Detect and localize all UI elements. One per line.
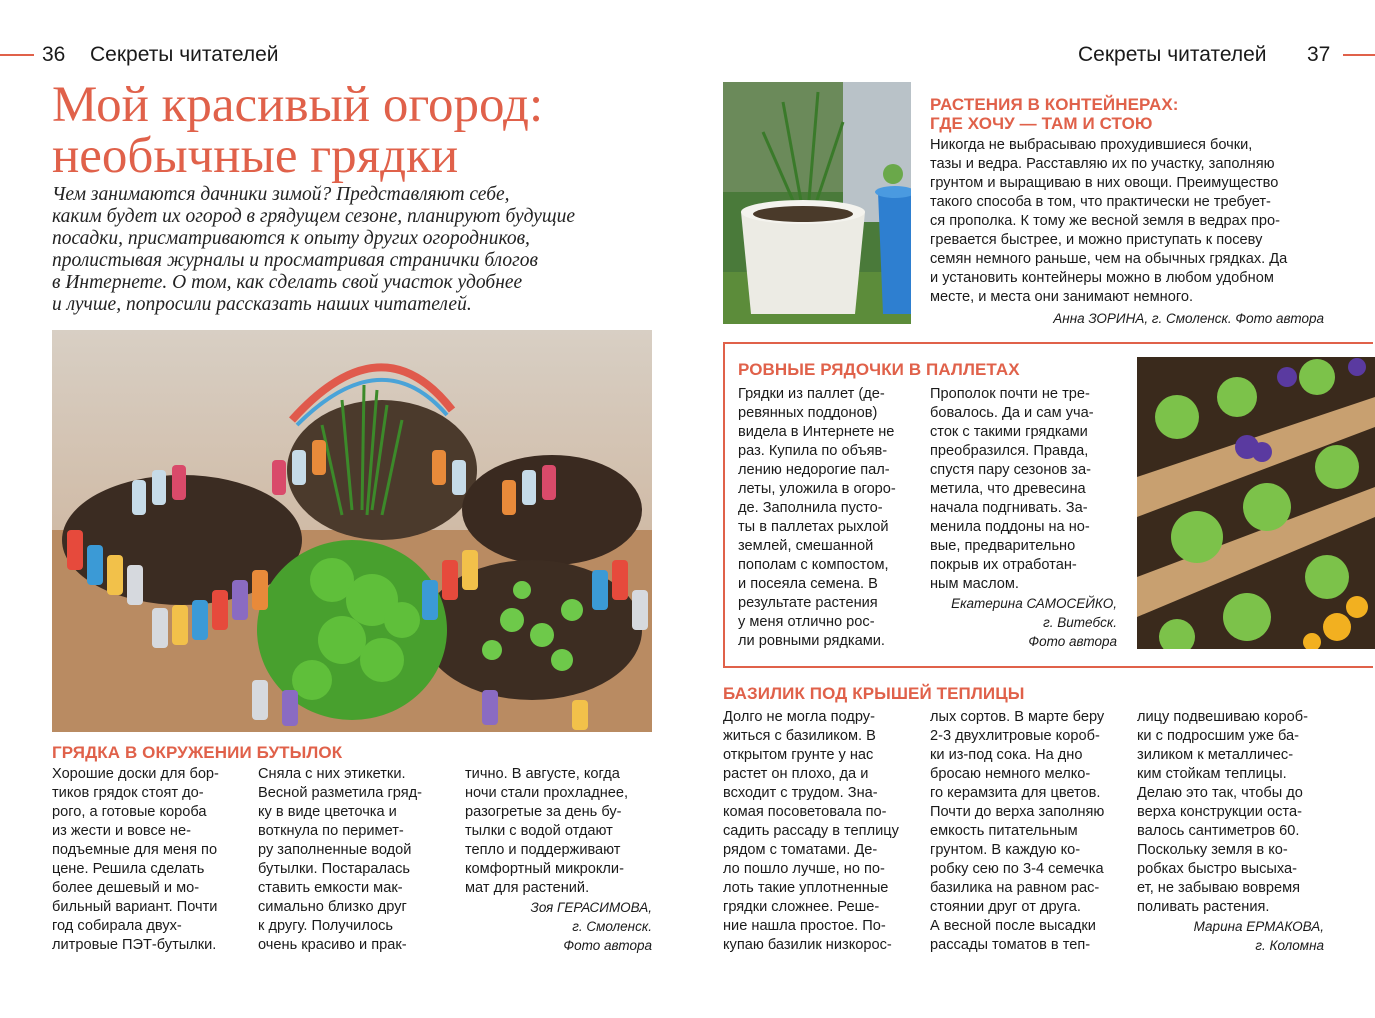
basil-signature — [1137, 917, 1324, 955]
text-line: комфортный микрокли- — [465, 861, 624, 877]
lead-line: и лучше, попросили рассказать наших читателей. — [52, 294, 472, 315]
signature-line: г. Витебск. — [1043, 615, 1117, 630]
text-line: житься с базиликом. В — [723, 728, 876, 744]
text-line: месте, и места они занимают немного. — [930, 289, 1194, 305]
text-line: тиков грядок стоят до- — [52, 785, 204, 801]
signature-line: г. Смоленск. — [572, 919, 652, 934]
text-line: более дешевый и мо- — [52, 880, 200, 896]
text-line: гревается быстрее, и можно приступать к посеву — [930, 232, 1263, 248]
text-line: Поскольку земля в ко- — [1137, 842, 1288, 858]
heading-containers-2: ГДЕ ХОЧУ — ТАМ И СТОЮ — [930, 114, 1153, 133]
lead-line: пролистывая журналы и просматривая странички блогов — [52, 250, 538, 271]
title-line-1: Мой красивый огород: — [52, 77, 544, 133]
signature-line: Анна ЗОРИНА, г. Смоленск. Фото автора — [1053, 311, 1324, 326]
text-line: ты в паллетах рыхлой — [738, 519, 889, 535]
text-line: ли ровными рядками. — [738, 633, 885, 649]
lead-line: в Интернете. О том, как сделать свой участок удобнее — [52, 272, 523, 293]
text-line: бросаю немного мелко- — [930, 766, 1091, 782]
text-line: Сняла с них этикетки. — [258, 766, 406, 782]
text-line: литровые ПЭТ-бутылки. — [52, 937, 217, 953]
heading-pallets: РОВНЫЕ РЯДОЧКИ В ПАЛЛЕТАХ — [738, 360, 1020, 379]
lead-line: каким будет их огород в грядущем сезоне, планируют будущие — [52, 206, 576, 227]
pallets-column-2 — [930, 385, 1120, 594]
text-line: из жести и вовсе не- — [52, 823, 191, 839]
basil-column-1 — [723, 708, 915, 955]
text-line: поливать растения. — [1137, 899, 1270, 915]
text-line: валось сантиметров 60. — [1137, 823, 1300, 839]
bottle-garden-photo — [52, 330, 652, 732]
text-line: менила поддоны на но- — [930, 519, 1090, 535]
text-line: бовалось. Да и сам уча- — [930, 405, 1094, 421]
text-line: ру заполненные водой — [258, 842, 412, 858]
pallets-column-1 — [738, 385, 913, 651]
text-line: очень красиво и прак- — [258, 937, 407, 953]
text-line: лению недорогие пал- — [738, 462, 890, 478]
text-line: ночи стали прохладнее, — [465, 785, 629, 801]
container-plants-photo — [723, 82, 911, 324]
text-line: подъемные для меня по — [52, 842, 218, 858]
text-line: ным маслом. — [930, 576, 1019, 592]
containers-text — [930, 136, 1325, 307]
text-line: всходит с трудом. Зна- — [723, 785, 878, 801]
text-line: ку в виде цветочка и — [258, 804, 397, 820]
lead-line: Чем занимаются дачники зимой? Представляют себе, — [52, 184, 510, 205]
text-line: де. Заполнила пусто- — [738, 500, 883, 516]
text-line: Хорошие доски для бор- — [52, 766, 219, 782]
text-line: 2-3 двухлитровые короб- — [930, 728, 1100, 744]
text-line: грядки сложнее. Реше- — [723, 899, 880, 915]
signature-line: Фото автора — [563, 938, 652, 953]
text-line: Делаю это так, чтобы до — [1137, 785, 1303, 801]
text-line: такого способа в том, что практически не требует- — [930, 194, 1271, 210]
containers-signature — [930, 309, 1324, 328]
text-line: ет, не забываю вовремя — [1137, 880, 1301, 896]
text-line: и установить контейнеры можно в любом удобном — [930, 270, 1274, 286]
text-line: Весной разметила гряд- — [258, 785, 423, 801]
title-line-2: необычные грядки — [52, 128, 459, 184]
signature-line: Екатерина САМОСЕЙКО, — [951, 596, 1117, 611]
text-line: разогретые за день бу- — [465, 804, 622, 820]
text-line: к другу. Получилось — [258, 918, 394, 934]
text-line: лых сортов. В марте беру — [930, 709, 1105, 725]
pallet-beds-photo — [1137, 357, 1375, 649]
signature-line: г. Коломна — [1255, 938, 1324, 953]
text-line: воткнула по перимет- — [258, 823, 404, 839]
lead-paragraph — [52, 184, 652, 316]
basil-column-3 — [1137, 708, 1329, 917]
text-line: ревянных поддонов) — [738, 405, 878, 421]
bottles-column-1 — [52, 765, 242, 955]
text-line: покрыв их отработан- — [930, 557, 1077, 573]
text-line: год собирала двух- — [52, 918, 182, 934]
text-line: начала подгнивать. За- — [930, 500, 1088, 516]
text-line: лицу подвешиваю короб- — [1137, 709, 1308, 725]
signature-line: Зоя ГЕРАСИМОВА, — [530, 900, 652, 915]
text-line: раз. Купила по объяв- — [738, 443, 888, 459]
header-rule-left — [0, 54, 34, 56]
text-line: пополам с компостом, — [738, 557, 889, 573]
text-line: и посеяла семена. В — [738, 576, 878, 592]
text-line: садить рассаду в теплицу — [723, 823, 899, 839]
page-number-right: 37 — [1307, 43, 1331, 66]
text-line: ки с подросшим уже ба- — [1137, 728, 1300, 744]
text-line: емкость питательным — [930, 823, 1078, 839]
text-line: го керамзита для цветов. — [930, 785, 1101, 801]
text-line: рассады томатов в теп- — [930, 937, 1091, 953]
bottles-signature — [465, 898, 652, 955]
text-line: ки из-под сока. На дно — [930, 747, 1083, 763]
heading-basil: БАЗИЛИК ПОД КРЫШЕЙ ТЕПЛИЦЫ — [723, 684, 1025, 703]
pallets-signature — [930, 594, 1117, 651]
text-line: спустя пару сезонов за- — [930, 462, 1091, 478]
basil-column-2 — [930, 708, 1122, 955]
text-line: землей, смешанной — [738, 538, 874, 554]
text-line: вые, предварительно — [930, 538, 1076, 554]
text-line: ло пошло лучше, но по- — [723, 861, 885, 877]
text-line: робках быстро высыха- — [1137, 861, 1298, 877]
text-line: рядом с томатами. Де- — [723, 842, 878, 858]
signature-line: Марина ЕРМАКОВА, — [1193, 919, 1324, 934]
text-line: симально близко друг — [258, 899, 407, 915]
text-line: тазы и ведра. Расставляю их по участку, заполняю — [930, 156, 1275, 172]
text-line: базилика на равном рас- — [930, 880, 1100, 896]
heading-bottles: ГРЯДКА В ОКРУЖЕНИИ БУТЫЛОК — [52, 743, 343, 762]
text-line: зиликом к металличес- — [1137, 747, 1294, 763]
text-line: мат для растений. — [465, 880, 590, 896]
text-line: бильный вариант. Почти — [52, 899, 218, 915]
text-line: грунтом. В каждую ко- — [930, 842, 1081, 858]
text-line: бутылки. Постаралась — [258, 861, 410, 877]
text-line: Прополок почти не тре- — [930, 386, 1090, 402]
signature-line: Фото автора — [1028, 634, 1117, 649]
text-line: Долго не могла подру- — [723, 709, 875, 725]
text-line: метила, что древесина — [930, 481, 1086, 497]
text-line: Грядки из паллет (де- — [738, 386, 885, 402]
text-line: Никогда не выбрасываю прохудившиеся бочки, — [930, 137, 1253, 153]
header-rule-right — [1343, 54, 1375, 56]
section-title-right: Секреты читателей — [1078, 43, 1267, 66]
text-line: ким стойкам теплицы. — [1137, 766, 1287, 782]
page-number-left: 36 — [42, 43, 66, 66]
text-line: купаю базилик низкорос- — [723, 937, 892, 953]
text-line: ние нашла простое. По- — [723, 918, 886, 934]
text-line: семян немного раньше, чем на обычных грядках. Да — [930, 251, 1288, 267]
text-line: рого, а готовые короба — [52, 804, 207, 820]
section-title-left: Секреты читателей — [90, 43, 279, 66]
text-line: леты, уложила в огоро- — [738, 481, 896, 497]
text-line: цене. Решила сделать — [52, 861, 205, 877]
text-line: робку сею по 3-4 семечка — [930, 861, 1104, 877]
text-line: тично. В августе, когда — [465, 766, 620, 782]
text-line: лоть такие уплотненные — [723, 880, 889, 896]
text-line: А весной после высадки — [930, 918, 1096, 934]
text-line: комая посоветовала по- — [723, 804, 887, 820]
text-line: сток с такими грядками — [930, 424, 1088, 440]
text-line: растет он плохо, да и — [723, 766, 869, 782]
text-line: результате растения — [738, 595, 878, 611]
heading-containers-1: РАСТЕНИЯ В КОНТЕЙНЕРАХ: — [930, 95, 1179, 114]
text-line: тепло и поддерживают — [465, 842, 621, 858]
text-line: ся прополка. К тому же весной земля в ведрах про- — [930, 213, 1281, 229]
text-line: преобразился. Правда, — [930, 443, 1089, 459]
lead-line: посадки, присматриваются к опыту других огородников, — [52, 228, 530, 249]
text-line: тылки с водой отдают — [465, 823, 613, 839]
bottles-column-2 — [258, 765, 448, 955]
text-line: у меня отлично рос- — [738, 614, 875, 630]
text-line: видела в Интернете не — [738, 424, 895, 440]
article-title — [52, 77, 692, 184]
text-line: открытом грунте у нас — [723, 747, 874, 763]
text-line: верха конструкции оста- — [1137, 804, 1302, 820]
text-line: Почти до верха заполняю — [930, 804, 1105, 820]
bottles-column-3 — [465, 765, 655, 898]
text-line: стоянии друг от друга. — [930, 899, 1081, 915]
text-line: ставить емкости мак- — [258, 880, 403, 896]
text-line: грунтом и выращиваю в них овощи. Преимущество — [930, 175, 1279, 191]
